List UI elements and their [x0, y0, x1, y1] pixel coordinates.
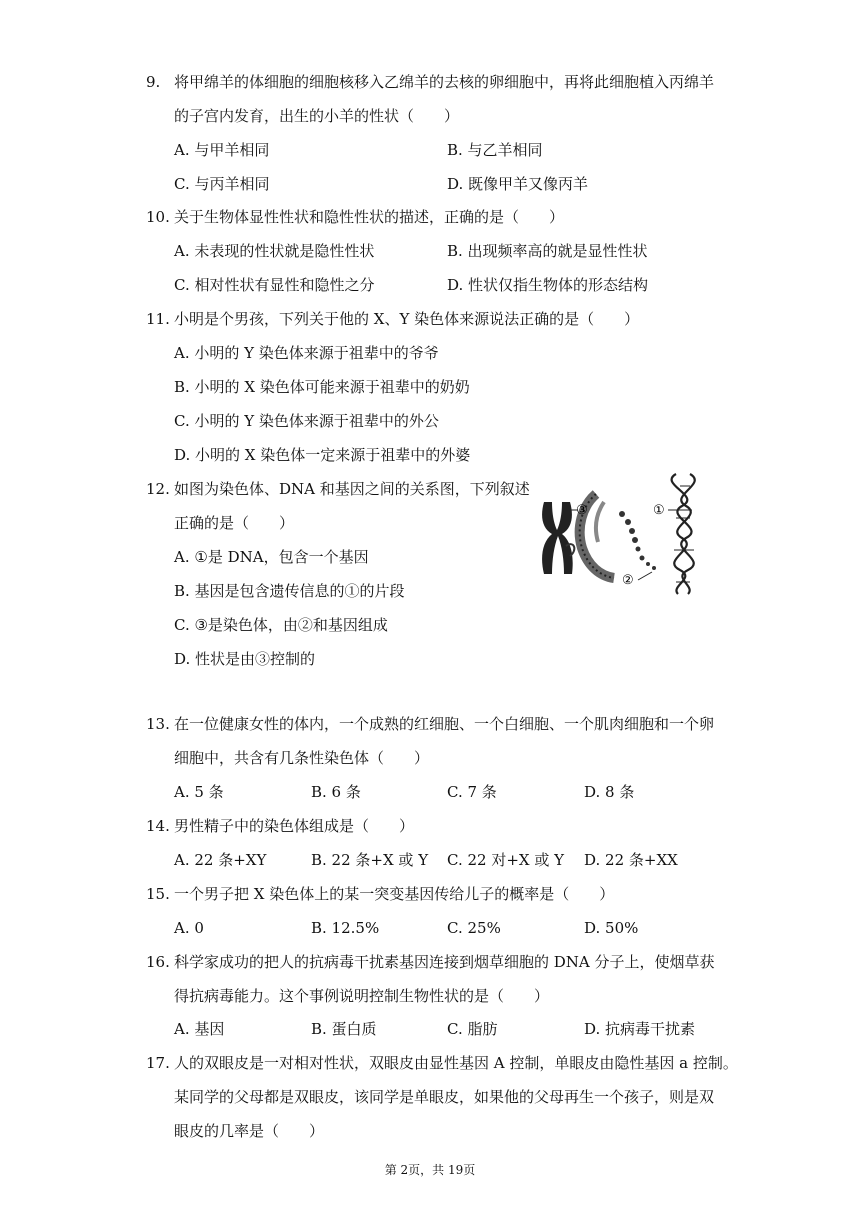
nucleosome-beads [619, 511, 656, 570]
question-number: 12. [146, 480, 170, 498]
option-a: A. 未表现的性状就是隐性性状 [174, 242, 375, 260]
option-b: B. 22 条+X 或 Y [311, 851, 429, 869]
question-stem: 关于生物体显性性状和隐性性状的描述，正确的是（ ） [174, 208, 565, 226]
option-b: B. 蛋白质 [311, 1020, 377, 1038]
question-stem: 将甲绵羊的体细胞的细胞核移入乙绵羊的去核的卵细胞中，再将此细胞植入丙绵羊 [174, 73, 715, 91]
option-a: A. 与甲羊相同 [174, 141, 270, 159]
option-a: A. 5 条 [174, 783, 224, 801]
option-c: C. 相对性状有显性和隐性之分 [174, 276, 375, 294]
option-d: D. 既像甲羊又像丙羊 [447, 175, 589, 193]
figure-label-1: ① [653, 503, 665, 518]
question-stem: 男性精子中的染色体组成是（ ） [174, 817, 415, 835]
option-c: C. 小明的 Y 染色体来源于祖辈中的外公 [174, 412, 439, 430]
option-d: D. 50% [584, 919, 639, 937]
question-number: 15. [146, 885, 170, 903]
option-d: D. 性状是由③控制的 [174, 650, 316, 668]
question-number: 14. [146, 817, 170, 835]
question-number: 17. [146, 1054, 170, 1072]
option-b: B. 与乙羊相同 [447, 141, 543, 159]
question-number: 13. [146, 715, 170, 733]
question-number: 9. [146, 73, 161, 91]
question-stem: 在一位健康女性的体内，一个成熟的红细胞、一个白细胞、一个肌肉细胞和一个卵 [174, 715, 715, 733]
option-b: B. 12.5% [311, 919, 380, 937]
question-stem: 正确的是（ ） [174, 514, 295, 532]
option-c: C. 脂肪 [447, 1020, 498, 1038]
option-b: B. 出现频率高的就是显性性状 [447, 242, 648, 260]
option-d: D. 8 条 [584, 783, 635, 801]
option-c: C. 7 条 [447, 783, 497, 801]
question-stem: 某同学的父母都是双眼皮，该同学是单眼皮，如果他的父母再生一个孩子，则是双 [174, 1088, 715, 1106]
question-stem: 一个男子把 X 染色体上的某一突变基因传给儿子的概率是（ ） [174, 885, 615, 903]
option-b: B. 6 条 [311, 783, 361, 801]
option-b: B. 基因是包含遗传信息的①的片段 [174, 582, 405, 600]
question-stem: 科学家成功的把人的抗病毒干扰素基因连接到烟草细胞的 DNA 分子上，使烟草获 [174, 953, 715, 971]
option-d: D. 抗病毒干扰素 [584, 1020, 696, 1038]
chromosome-shape [542, 502, 574, 574]
option-a: A. 小明的 Y 染色体来源于祖辈中的爷爷 [174, 344, 439, 362]
option-d: D. 小明的 X 染色体一定来源于祖辈中的外婆 [174, 446, 471, 464]
figure-label-3: ③ [576, 503, 588, 518]
question-stem: 小明是个男孩，下列关于他的 X、Y 染色体来源说法正确的是（ ） [174, 310, 640, 328]
question-stem: 眼皮的几率是（ ） [174, 1122, 325, 1140]
question-stem: 得抗病毒能力。这个事例说明控制生物性状的是（ ） [174, 987, 550, 1005]
question-stem: 细胞中，共含有几条性染色体（ ） [174, 749, 430, 767]
option-a: A. 0 [174, 919, 204, 937]
option-a: A. 22 条+XY [174, 851, 267, 869]
page-footer: 第 2页，共 19页 [384, 1163, 476, 1177]
option-c: C. 22 对+X 或 Y [447, 851, 565, 869]
option-a: A. 基因 [174, 1020, 225, 1038]
option-d: D. 22 条+XX [584, 851, 678, 869]
option-d: D. 性状仅指生物体的形态结构 [447, 276, 649, 294]
question-number: 16. [146, 953, 170, 971]
label-leader [638, 572, 652, 580]
option-b: B. 小明的 X 染色体可能来源于祖辈中的奶奶 [174, 378, 470, 396]
option-c: C. 25% [447, 919, 501, 937]
question-stem: 人的双眼皮是一对相对性状，双眼皮由显性基因 A 控制，单眼皮由隐性基因 a 控制。 [174, 1054, 738, 1072]
question-number: 11. [146, 310, 170, 328]
dna-helix [672, 474, 695, 594]
question-stem: 的子宫内发育，出生的小羊的性状（ ） [174, 107, 460, 125]
figure-label-2: ② [622, 573, 634, 588]
question-number: 10. [146, 208, 170, 226]
option-a: A. ①是 DNA，包含一个基因 [174, 548, 369, 566]
chromosome-dna-gene-figure [530, 466, 720, 598]
option-c: C. ③是染色体，由②和基因组成 [174, 616, 388, 634]
question-stem: 如图为染色体、DNA 和基因之间的关系图，下列叙述 [174, 480, 530, 498]
option-c: C. 与丙羊相同 [174, 175, 270, 193]
